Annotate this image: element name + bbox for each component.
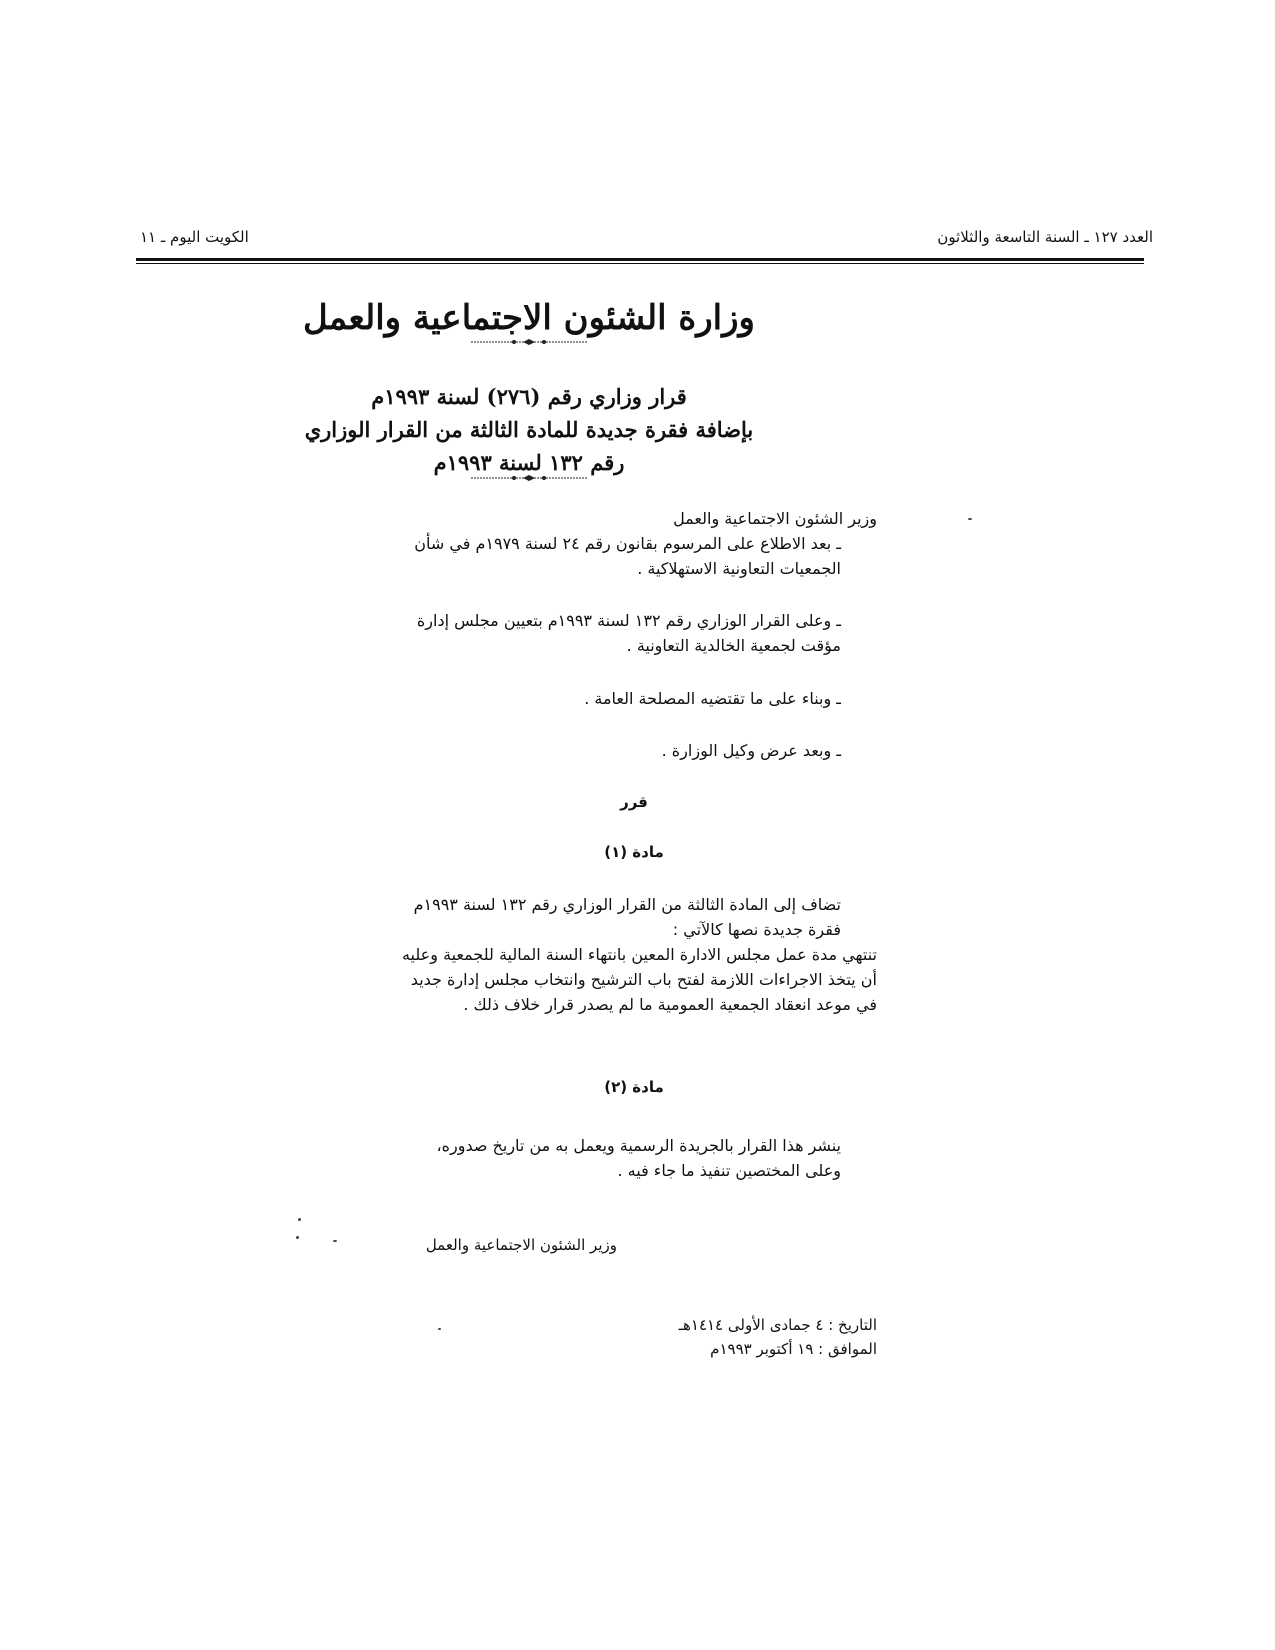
ministry-title: وزارة الشئون الاجتماعية والعمل <box>303 298 755 338</box>
issue-line: العدد ١٢٧ ـ السنة التاسعة والثلاثون <box>937 228 1153 246</box>
decision-title-line-1: قرار وزاري رقم (٢٧٦) لسنة ١٩٩٣م <box>371 384 687 409</box>
scan-speck <box>298 1218 301 1221</box>
gregorian-date: الموافق : ١٩ أكتوبر ١٩٩٣م <box>710 1340 877 1358</box>
hijri-date: التاريخ : ٤ جمادى الأولى ١٤١٤هـ <box>678 1316 877 1334</box>
article-2-heading: مادة (٢) <box>604 1078 664 1096</box>
scan-speck <box>968 518 972 520</box>
recital-3: ـ وبناء على ما تقتضيه المصلحة العامة . <box>584 689 841 708</box>
scan-speck <box>333 1240 337 1242</box>
issuer-line: وزير الشئون الاجتماعية والعمل <box>673 509 877 528</box>
article-1-text-1: تضاف إلى المادة الثالثة من القرار الوزاري رقم ١٣٢ لسنة ١٩٩٣م فقرة جديدة نصها كالآتي : <box>413 895 841 939</box>
scan-speck <box>296 1236 299 1239</box>
decision-title <box>0 380 1058 479</box>
decision-title-line-2: بإضافة فقرة جديدة للمادة الثالثة من القرار الوزاري <box>304 417 754 442</box>
ornament-divider-top <box>0 338 1058 346</box>
recital-block-2 <box>397 608 877 658</box>
recital-1: ـ بعد الاطلاع على المرسوم بقانون رقم ٢٤ لسنة ١٩٧٩م في شأن الجمعيات التعاونية الاستهلاكية . <box>414 534 841 578</box>
scan-speck <box>438 1328 441 1330</box>
recital-block-3 <box>397 686 877 711</box>
signature-title: وزير الشئون الاجتماعية والعمل <box>425 1236 617 1254</box>
preamble <box>397 506 877 581</box>
gazette-page-line: الكويت اليوم ـ ١١ <box>140 228 249 246</box>
ornament-divider-bottom <box>0 474 1058 482</box>
decision-title-line-3: رقم ١٣٢ لسنة ١٩٩٣م <box>433 450 625 475</box>
article-2-body <box>397 1133 877 1183</box>
recital-block-4 <box>397 738 877 763</box>
article-1-body <box>397 892 877 1017</box>
recital-2: ـ وعلى القرار الوزاري رقم ١٣٢ لسنة ١٩٩٣م بتعيين مجلس إدارة مؤقت لجمعية الخالدية التعاونية . <box>416 611 841 655</box>
decides-label: قرر <box>620 793 648 811</box>
article-1-text-2: تنتهي مدة عمل مجلس الادارة المعين بانتهاء السنة المالية للجمعية وعليه أن يتخذ الاجراءات اللازمة لفتح باب الترشيح وانتخاب مجلس إدارة جديد في موعد انعقاد الجمعية العمومية ما لم يصدر قرار خلاف ذلك . <box>401 945 877 1014</box>
article-1-heading: مادة (١) <box>604 843 664 861</box>
article-2-text: ينشر هذا القرار بالجريدة الرسمية ويعمل به من تاريخ صدوره، وعلى المختصين تنفيذ ما جاء فيه . <box>436 1136 841 1180</box>
date-block <box>679 1313 877 1361</box>
header-divider <box>136 258 1144 264</box>
recital-4: ـ وبعد عرض وكيل الوزارة . <box>661 741 841 760</box>
